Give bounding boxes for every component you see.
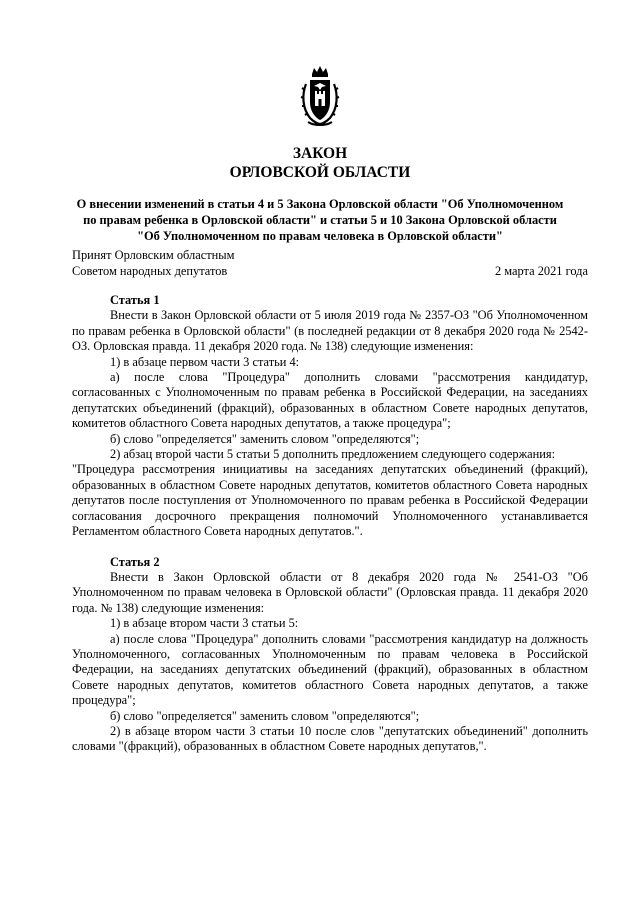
law-subject-line: О внесении изменений в статьи 4 и 5 Закона Орловской области "Об Уполномоченном xyxy=(76,197,564,211)
paragraph: а) после слова "Процедура" дополнить словами "рассмотрения кандидатур на должность Уполномоченного, согласованных Уполномоченным по правам человека в Российской Федерации, на заседаниях депутатских объединений (фракций), образованных в областном Совете народных депутатов, комитетов областного Совета народных депутатов, а также процедура"; xyxy=(72,631,588,708)
section-gap xyxy=(72,540,588,555)
article-heading: Статья 1 xyxy=(110,293,160,307)
law-subject-line: по правам ребенка в Орловской области" и статьи 5 и 10 Закона Орловской области xyxy=(83,213,557,227)
paragraph: Внести в Закон Орловской области от 5 июля 2019 года № 2357-ОЗ "Об Уполномоченном по правам ребенка в Орловской области" (в последней редакции от 8 декабря 2020 года № 2542-ОЗ. Орловская правда. 11 декабря 2020 года. № 138) следующие изменения: xyxy=(72,308,588,354)
document-title: ЗАКОН xyxy=(292,145,348,162)
article-heading: Статья 2 xyxy=(110,554,160,569)
document-region: ОРЛОВСКОЙ ОБЛАСТИ xyxy=(229,164,411,181)
paragraph: 2) абзац второй части 5 статьи 5 дополнить предложением следующего содержания: xyxy=(110,447,556,462)
paragraph: 1) в абзаце втором части 3 статьи 5: xyxy=(110,616,299,631)
document-body xyxy=(72,293,588,755)
paragraph: "Процедура рассмотрения инициативы на заседаниях депутатских объединений (фракций), образованных в областном Совете народных депутатов, комитетов областного Совета народных депутатов после поступления от Уполномоченного по правам ребенка в Российской Федерации согласования досрочного прекращения полномочий Уполномоченного устанавливается Регламентом областного Совета народных депутатов.". xyxy=(72,462,588,539)
paragraph: Внести в Закон Орловской области от 8 декабря 2020 года № 2541-ОЗ "Об Уполномоченном по правам человека в Орловской области" (Орловская правда. 11 декабря 2020 года. № 138) следующие изменения: xyxy=(72,569,588,615)
law-subject xyxy=(60,196,580,244)
paragraph: б) слово "определяется" заменить словом "определяются"; xyxy=(110,431,420,446)
paragraph: 1) в абзаце первом части 3 статьи 4: xyxy=(110,354,300,369)
adoption-block xyxy=(72,248,588,279)
adoption-date: 2 марта 2021 года xyxy=(494,263,588,278)
adoption-line: Советом народных депутатов xyxy=(72,263,228,278)
paragraph: б) слово "определяется" заменить словом "определяются"; xyxy=(110,708,420,723)
adoption-line: Принят Орловским областным xyxy=(72,248,235,262)
orel-coat-of-arms-icon xyxy=(300,66,340,128)
paragraph: а) после слова "Процедура" дополнить словами "рассмотрения кандидатур, согласованных с Уполномоченным по правам ребенка в Российской Федерации, на заседаниях депутатских объединений (фракций), образованных в областном Совете народных депутатов, комитетов областного Совета народных депутатов, а также процедура"; xyxy=(72,370,588,431)
paragraph: 2) в абзаце втором части 3 статьи 10 после слов "депутатских объединений" дополнить словами "(фракций), образованных в областном Совете народных депутатов,". xyxy=(72,723,588,754)
law-subject-line: "Об Уполномоченном по правам человека в Орловской области" xyxy=(137,229,503,243)
